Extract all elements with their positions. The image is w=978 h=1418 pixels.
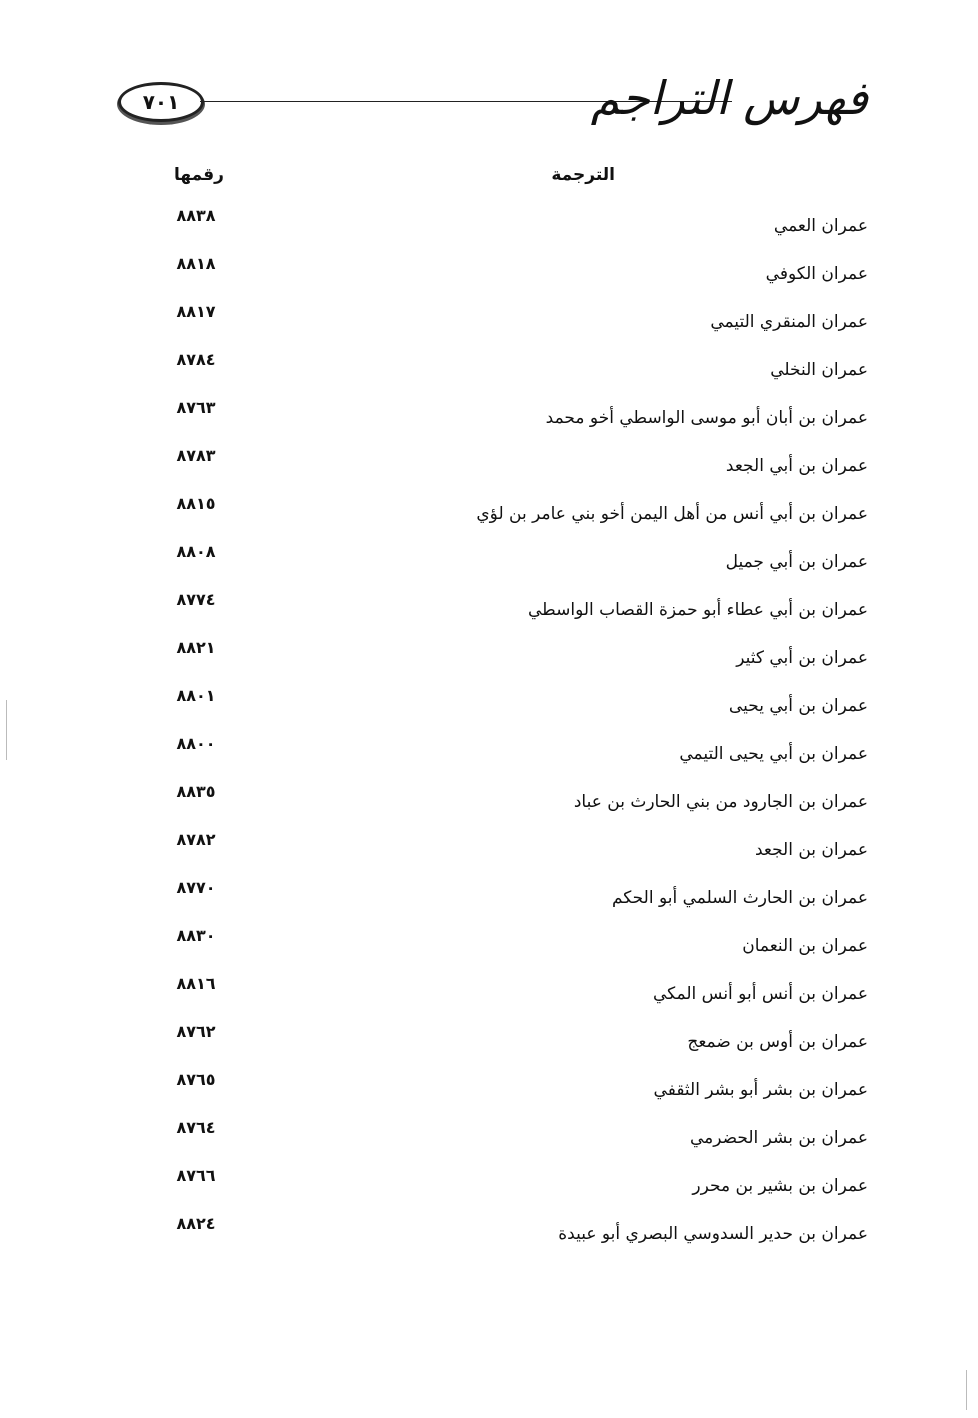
entry-number: ٨٨٣٥ — [176, 782, 216, 801]
list-item — [0, 1020, 978, 1068]
list-item — [0, 204, 978, 252]
list-item — [0, 444, 978, 492]
entry-name: عمران بن حدير السدوسي البصري أبو عبيدة — [558, 1224, 868, 1244]
entry-name: عمران العمي — [773, 216, 868, 236]
entry-number: ٨٧٦٢ — [176, 1022, 216, 1041]
list-item — [0, 348, 978, 396]
entry-name: عمران بن الجارود من بني الحارث بن عباد — [573, 792, 868, 812]
list-item — [0, 396, 978, 444]
list-item — [0, 1116, 978, 1164]
entries-list — [0, 204, 978, 1260]
entry-number: ٨٧٦٣ — [176, 398, 216, 417]
scan-edge-mark — [966, 1370, 967, 1410]
page-header — [0, 0, 978, 150]
entry-name: عمران بن النعمان — [742, 936, 868, 956]
entry-name: عمران بن أنس أبو أنس المكي — [652, 984, 868, 1004]
entry-name: عمران بن الجعد — [754, 840, 868, 860]
page-number: ٧٠١ — [118, 82, 204, 122]
entry-number: ٨٧٨٤ — [176, 350, 216, 369]
entry-number: ٨٨٣٨ — [176, 206, 216, 225]
list-item — [0, 252, 978, 300]
entry-name: عمران بن أبي يحيى — [728, 696, 868, 716]
entry-number: ٨٧٧٤ — [176, 590, 216, 609]
entry-name: عمران بن أبي يحيى التيمي — [679, 744, 868, 764]
entry-name: عمران الكوفي — [765, 264, 868, 284]
entry-number: ٨٧٦٦ — [176, 1166, 216, 1185]
list-item — [0, 876, 978, 924]
entry-number: ٨٨٠١ — [176, 686, 216, 705]
entry-name: عمران بن أبي الجعد — [725, 456, 868, 476]
entry-name: عمران المنقري التيمي — [710, 312, 868, 332]
list-item — [0, 1212, 978, 1260]
entry-number: ٨٨٢٤ — [176, 1214, 216, 1233]
entry-name: عمران بن أبي جميل — [725, 552, 868, 572]
list-item — [0, 972, 978, 1020]
entry-number: ٨٨٠٨ — [176, 542, 216, 561]
list-item — [0, 540, 978, 588]
entry-number: ٨٧٨٢ — [176, 830, 216, 849]
entry-name: عمران بن أبي كثير — [736, 648, 868, 668]
list-item — [0, 588, 978, 636]
list-item — [0, 1068, 978, 1116]
entry-name: عمران بن بشر أبو بشر الثقفي — [653, 1080, 868, 1100]
entry-name: عمران بن بشر الحضرمي — [690, 1128, 868, 1148]
entry-number: ٨٨١٦ — [176, 974, 216, 993]
column-heading-translation: الترجمة — [551, 165, 615, 185]
entry-name: عمران بن أوس بن ضمعج — [687, 1032, 868, 1052]
scan-edge-mark — [6, 700, 7, 760]
list-item — [0, 636, 978, 684]
entry-number: ٨٨١٥ — [176, 494, 216, 513]
entry-number: ٨٧٦٥ — [176, 1070, 216, 1089]
list-item — [0, 684, 978, 732]
entry-number: ٨٧٨٣ — [176, 446, 216, 465]
entry-number: ٨٧٧٠ — [176, 878, 216, 897]
entry-name: عمران بن الحارث السلمي أبو الحكم — [611, 888, 868, 908]
entry-number: ٨٨٣٠ — [176, 926, 216, 945]
list-item — [0, 1164, 978, 1212]
entry-name: عمران بن بشير بن محرر — [692, 1176, 868, 1196]
list-item — [0, 492, 978, 540]
entry-name: عمران بن أبي أنس من أهل اليمن أخو بني عامر بن لؤي — [476, 504, 868, 524]
entry-number: ٨٨٠٠ — [176, 734, 216, 753]
entry-number: ٨٧٦٤ — [176, 1118, 216, 1137]
column-heading-number: رقمها — [174, 165, 224, 185]
list-item — [0, 300, 978, 348]
entry-number: ٨٨٢١ — [176, 638, 216, 657]
running-title: فهرس التراجم — [590, 71, 868, 125]
entry-number: ٨٨١٨ — [176, 254, 216, 273]
list-item — [0, 780, 978, 828]
entry-name: عمران النخلي — [770, 360, 868, 380]
list-item — [0, 828, 978, 876]
list-item — [0, 924, 978, 972]
entry-name: عمران بن أبي عطاء أبو حمزة القصاب الواسطي — [528, 600, 868, 620]
entry-name: عمران بن أبان أبو موسى الواسطي أخو محمد — [545, 408, 868, 428]
entry-number: ٨٨١٧ — [176, 302, 216, 321]
list-item — [0, 732, 978, 780]
